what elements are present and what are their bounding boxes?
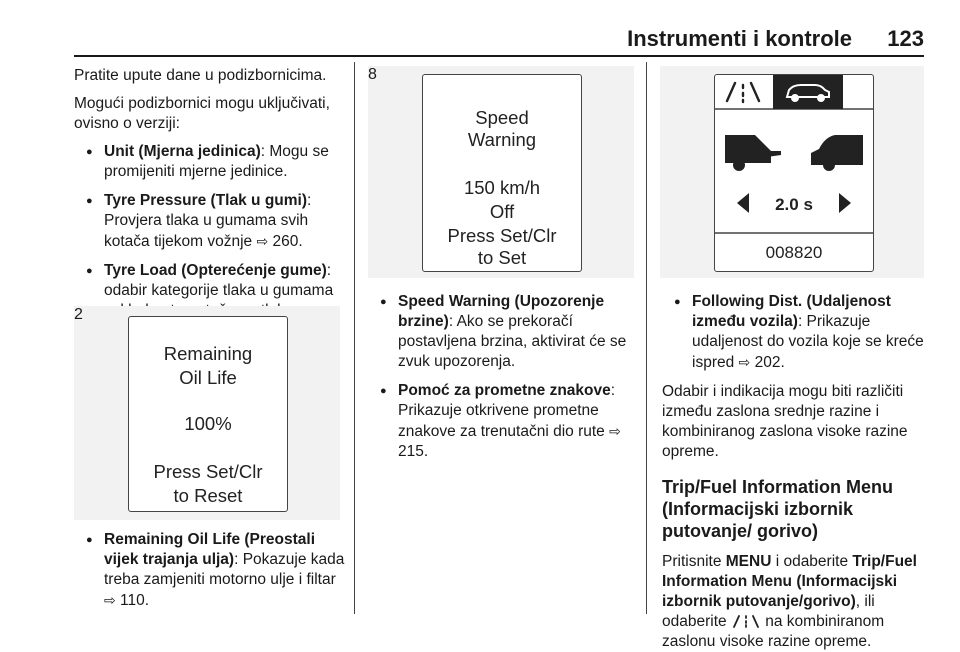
item-title: Tyre Pressure (Tlak u gumi) — [104, 192, 307, 209]
page-ref-arrow-icon: ⇨ — [609, 423, 621, 439]
rear-car-icon — [725, 135, 781, 171]
display-line: to Reset — [173, 485, 243, 506]
instruction-paragraph — [662, 552, 926, 652]
following-distance-display-panel — [660, 66, 924, 278]
display-value: 100% — [184, 413, 232, 434]
page-ref-arrow-icon: ⇨ — [104, 592, 116, 608]
text-run: i odaberite — [771, 553, 853, 570]
page-number: 123 — [887, 26, 924, 51]
item-text: : odabir kategorije tlaka u gumama — [104, 262, 334, 299]
item-text: : Ako se prekoračí postavljena brzina, aktivirat će se zvuk upozorenja. — [398, 313, 627, 370]
road-tab-icon — [727, 83, 759, 102]
item-text: : Prikazuje udaljenost do vozila koje se kreće ispred — [692, 313, 924, 371]
item-title: Remaining Oil Life (Preostali vijek trajanja ulja) — [104, 531, 316, 568]
list-item — [74, 142, 346, 182]
following-distance-graphic — [715, 75, 873, 271]
page-ref[interactable]: 202. — [754, 354, 785, 371]
page-ref[interactable]: 260. — [272, 233, 303, 250]
display-state: Off — [489, 201, 515, 222]
list-item — [662, 292, 926, 373]
text-run: Pritisnite — [662, 553, 726, 570]
item-text: : Provjera tlaka u gumama svih kotača tijekom vožnje — [104, 192, 312, 250]
page-indicator: 8 — [368, 66, 377, 83]
item-title: Following Dist. (Udaljenost između vozila) — [692, 293, 891, 330]
display-line: to Set — [477, 247, 527, 268]
item-title: Tyre Load (Opterećenje gume) — [104, 262, 327, 279]
road-icon — [731, 614, 761, 628]
page-header — [0, 0, 960, 50]
list-item — [74, 530, 346, 611]
speed-warning-display-panel — [368, 66, 634, 278]
display-line: Press Set/Clr — [153, 461, 263, 482]
item-text: : Prikazuje otkrivene prometne znakove za trenutačni dio rute — [398, 382, 616, 440]
list-item — [368, 381, 638, 462]
item-title: Speed Warning (Upozorenje brzine) — [398, 293, 605, 330]
item-text: : Mogu se promijeniti mjerne jedinice. — [104, 143, 329, 180]
page-ref[interactable]: 110. — [120, 592, 150, 609]
text-run: , ili — [855, 593, 875, 610]
item-text: : Pokazuje kada treba zamjeniti motorno ulje i filtar — [104, 551, 345, 588]
item-title: Pomoć za prometne znakove — [398, 382, 611, 399]
column-2 — [368, 292, 638, 471]
column-3 — [662, 292, 926, 652]
text-run: na kombiniranom zaslonu visoke razine opreme. — [662, 613, 885, 650]
header-title: Instrumenti i kontrole — [627, 26, 852, 51]
menu-name: Trip/Fuel Information Menu (Informacijski izbornik putovanje/gorivo) — [662, 553, 917, 610]
display-line: Press Set/Clr — [447, 225, 557, 246]
following-gap-value: 2.0 s — [775, 195, 813, 214]
following-distance-display — [714, 74, 874, 272]
list-item — [74, 191, 346, 252]
column-1-bottom — [74, 530, 346, 620]
intro-text-2: Mogući podizbornici mogu uključivati, ovisno o verziji: — [74, 95, 330, 132]
tab-active-bg — [773, 75, 843, 109]
text-run: odaberite — [662, 613, 731, 630]
display-line: Warning — [467, 129, 537, 150]
odometer-value: 008820 — [765, 243, 823, 262]
speed-warning-display — [422, 74, 582, 272]
page-ref[interactable]: 215. — [398, 443, 429, 460]
list-item — [368, 292, 638, 372]
section-heading: Trip/Fuel Information Menu (Informacijski izbornik putovanje/ gorivo) — [662, 477, 893, 541]
front-car-icon — [811, 135, 863, 171]
column-divider-1 — [354, 62, 355, 614]
page-ref-arrow-icon: ⇨ — [738, 354, 751, 370]
display-line: Speed — [475, 107, 529, 128]
column-divider-2 — [646, 62, 647, 614]
header-rule — [74, 55, 924, 57]
item-title: Unit (Mjerna jedinica) — [104, 143, 261, 160]
menu-button-label: MENU — [725, 553, 772, 570]
page-indicator: 2 — [74, 306, 83, 323]
oil-life-display — [128, 316, 288, 512]
body-paragraph: Odabir i indikacija mogu biti različiti između zaslona srednje razine i kombiniranog zaslona visoke razine opreme. — [662, 383, 908, 460]
display-line: Oil Life — [179, 367, 237, 388]
display-line: Remaining — [163, 343, 253, 364]
oil-life-display-panel — [74, 306, 340, 520]
intro-text-1: Pratite upute dane u podizbornicima. — [74, 67, 327, 84]
display-value: 150 km/h — [463, 177, 541, 198]
page-ref-arrow-icon: ⇨ — [256, 233, 269, 249]
